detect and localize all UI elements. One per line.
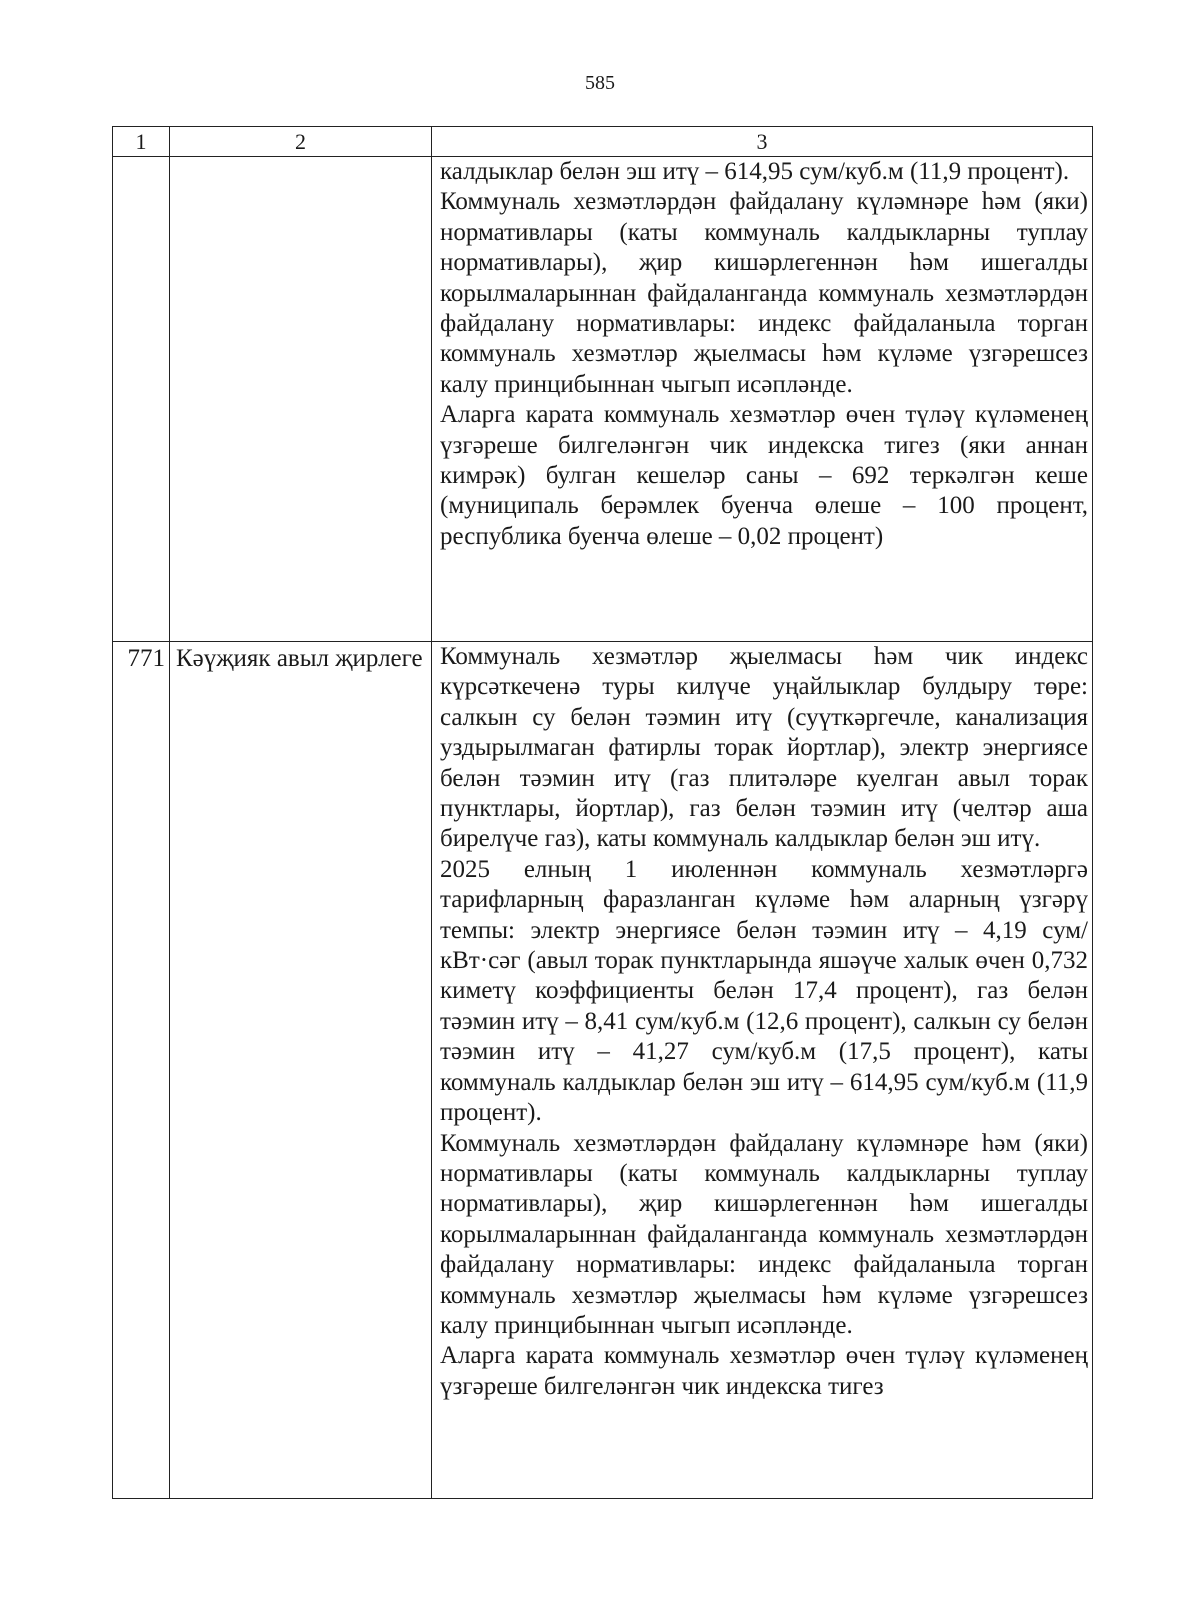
paragraph: Коммуналь хезмәтләрдән файдалану күләмнәре һәм (яки) нормативлары (каты коммуналь калдыкларны туплау нормативлары), җир кишәрлегеннән һәм ишегалды корылмаларыннан файдаланганда коммуналь хезмәтләрдән файдалану нормативлары: индекс файдаланыла торган коммуналь хезмәтләр җыелмасы һәм күләме үзгәрешсез калу принцибыннан чыгып исәпләнде. — [440, 188, 1088, 398]
table-header-row — [113, 127, 1093, 157]
row-number — [113, 157, 170, 642]
paragraph: Коммуналь хезмәтләрдән файдалану күләмнәре һәм (яки) нормативлары (каты коммуналь калдыкларны туплау нормативлары), җир кишәрлегеннән һәм ишегалды корылмаларыннан файдаланганда коммуналь хезмәтләрдән файдалану нормативлары: индекс файдаланыла торган коммуналь хезмәтләр җыелмасы һәм күләме үзгәрешсез калу принцибыннан чыгып исәпләнде. — [440, 1129, 1088, 1339]
description-cell — [432, 642, 1093, 1499]
settlement-name: Кәүҗияк авыл җирлеге — [170, 642, 432, 1499]
description-cell — [432, 157, 1093, 642]
settlement-name — [170, 157, 432, 642]
row-number: 771 — [113, 642, 170, 1499]
paragraph: Аларга карата коммуналь хезмәтләр өчен түләү күләменең үзгәреше билгеләнгән чик индекска тигез (яки аннан кимрәк) булган кешеләр саны – 692 теркәлгән кеше (муниципаль берәмлек буенча өлеше – 100 процент, республика буенча өлеше – 0,02 процент) — [440, 401, 1088, 550]
paragraph: 2025 елның 1 июленнән коммуналь хезмәтләргә тарифларның фаразланган күләме һәм аларның үзгәрү темпы: электр энергиясе белән тәэмин итү – 4,19 сум/кВт·сәг (авыл торак пунктларында яшәүче халык өчен 0,732 киметү коэффициенты белән 17,4 процент), газ белән тәэмин итү – 8,41 сум/куб.м (12,6 процент), салкын су белән тәэмин итү – 41,27 сум/куб.м (17,5 процент), каты коммуналь калдыклар белән эш итү – 614,95 сум/куб.м (11,9 процент). — [440, 855, 1088, 1127]
data-table — [112, 126, 1093, 1499]
column-header-2: 2 — [170, 127, 432, 157]
table-row — [113, 642, 1093, 1499]
paragraph: Коммуналь хезмәтләр җыелмасы һәм чик индекс күрсәткеченә туры килүче уңайлыклар булдыру төре: салкын су белән тәэмин итү (суүткәргечле, канализация уздырылмаган фатирлы торак йортлар), электр энергиясе белән тәэмин итү (газ плитәләре куелган авыл торак пунктлары, йортлар), газ белән тәэмин итү (челтәр аша бирелүче газ), каты коммуналь калдыклар белән эш итү. — [440, 643, 1088, 853]
paragraph: калдыклар белән эш итү – 614,95 сум/куб.м (11,9 процент). — [440, 158, 1070, 185]
column-header-1: 1 — [113, 127, 170, 157]
paragraph: Аларга карата коммуналь хезмәтләр өчен түләү күләменең үзгәреше билгеләнгән чик индекска тигез — [440, 1342, 1088, 1400]
page-number: 585 — [585, 72, 615, 94]
table-row — [113, 157, 1093, 642]
column-header-3: 3 — [432, 127, 1093, 157]
